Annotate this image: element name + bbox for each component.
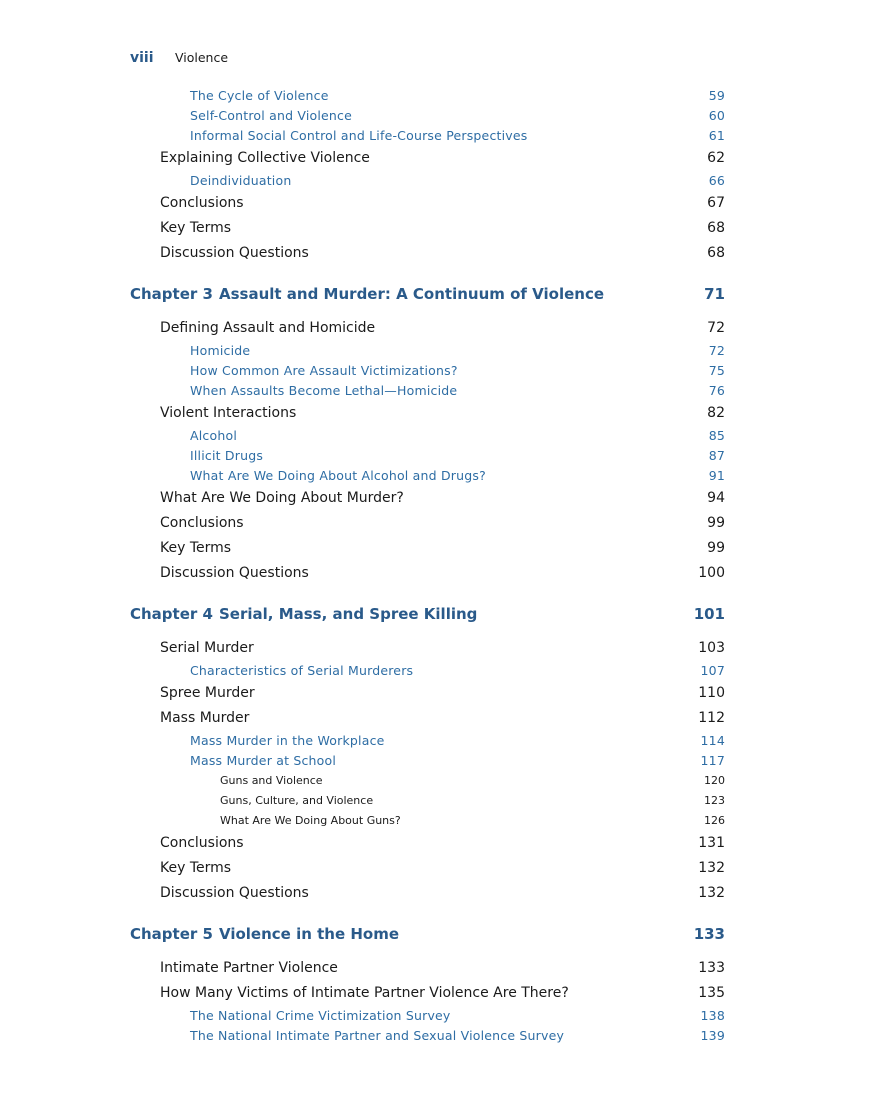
entry-title: Mass Murder	[160, 710, 250, 726]
chapter-number: Chapter 4	[130, 605, 213, 623]
toc-subsection[interactable]	[130, 126, 725, 146]
entry-title: What Are We Doing About Guns?	[220, 814, 401, 827]
page-number: 71	[704, 285, 725, 303]
toc-section[interactable]	[130, 191, 725, 216]
entry-title: Violent Interactions	[160, 405, 297, 421]
entry-title: Conclusions	[160, 835, 244, 851]
entry-title: Alcohol	[190, 428, 237, 443]
entry-title: Mass Murder in the Workplace	[190, 733, 385, 748]
entry-title: When Assaults Become Lethal—Homicide	[190, 383, 458, 398]
toc-subsubsection[interactable]	[130, 791, 725, 811]
entry-title: Guns, Culture, and Violence	[220, 794, 374, 807]
toc-chapter-heading[interactable]	[130, 916, 725, 952]
toc-subsection[interactable]	[130, 1006, 725, 1026]
chapter-label	[130, 276, 604, 312]
page-number: 107	[700, 663, 725, 678]
toc-section[interactable]	[130, 486, 725, 511]
page-folio: viii	[130, 50, 154, 66]
entry-title: Illicit Drugs	[190, 448, 264, 463]
entry-title: Informal Social Control and Life-Course Perspectives	[190, 128, 528, 143]
page-number: 123	[704, 794, 725, 807]
table-of-contents	[130, 86, 725, 1046]
toc-subsection[interactable]	[130, 86, 725, 106]
entry-title: Characteristics of Serial Murderers	[190, 663, 414, 678]
chapter-title: Assault and Murder: A Continuum of Violence	[219, 285, 605, 303]
page-number: 135	[698, 985, 725, 1001]
chapter-number: Chapter 5	[130, 925, 213, 943]
toc-section[interactable]	[130, 401, 725, 426]
toc-subsection[interactable]	[130, 751, 725, 771]
page-number: 85	[708, 428, 725, 443]
toc-subsection[interactable]	[130, 446, 725, 466]
toc-subsection[interactable]	[130, 466, 725, 486]
toc-section[interactable]	[130, 216, 725, 241]
entry-title: Spree Murder	[160, 685, 255, 701]
entry-title: The Cycle of Violence	[190, 88, 329, 103]
toc-subsection[interactable]	[130, 106, 725, 126]
toc-section[interactable]	[130, 681, 725, 706]
page-number: 112	[698, 710, 725, 726]
page-number: 82	[707, 405, 725, 421]
entry-title: The National Intimate Partner and Sexual Violence Survey	[190, 1028, 565, 1043]
entry-title: Conclusions	[160, 515, 244, 531]
entry-title: Explaining Collective Violence	[160, 150, 370, 166]
page-number: 101	[693, 605, 725, 623]
toc-section[interactable]	[130, 706, 725, 731]
running-head	[130, 50, 228, 66]
toc-subsection[interactable]	[130, 426, 725, 446]
page-number: 61	[708, 128, 725, 143]
toc-section[interactable]	[130, 636, 725, 661]
chapter-number: Chapter 3	[130, 285, 213, 303]
page-number: 103	[698, 640, 725, 656]
page-number: 67	[707, 195, 725, 211]
page-number: 126	[704, 814, 725, 827]
page-number: 131	[698, 835, 725, 851]
page-number: 120	[704, 774, 725, 787]
entry-title: Discussion Questions	[160, 885, 309, 901]
page-number: 139	[700, 1028, 725, 1043]
entry-title: Defining Assault and Homicide	[160, 320, 376, 336]
page-number: 133	[698, 960, 725, 976]
page-number: 100	[698, 565, 725, 581]
entry-title: Conclusions	[160, 195, 244, 211]
entry-title: Self-Control and Violence	[190, 108, 353, 123]
entry-title: Homicide	[190, 343, 251, 358]
page-number: 99	[707, 515, 725, 531]
toc-section[interactable]	[130, 831, 725, 856]
entry-title: Key Terms	[160, 540, 232, 556]
entry-title: The National Crime Victimization Survey	[190, 1008, 451, 1023]
toc-subsection[interactable]	[130, 1026, 725, 1046]
toc-section[interactable]	[130, 241, 725, 266]
page-number: 87	[708, 448, 725, 463]
toc-section[interactable]	[130, 536, 725, 561]
page-number: 133	[693, 925, 725, 943]
entry-title: How Many Victims of Intimate Partner Violence Are There?	[160, 985, 569, 1001]
page-number: 132	[698, 860, 725, 876]
toc-section[interactable]	[130, 146, 725, 171]
page-number: 66	[708, 173, 725, 188]
toc-subsection[interactable]	[130, 361, 725, 381]
page-number: 110	[698, 685, 725, 701]
page-number: 114	[700, 733, 725, 748]
toc-subsection[interactable]	[130, 381, 725, 401]
entry-title: Deindividuation	[190, 173, 292, 188]
page-number: 72	[708, 343, 725, 358]
entry-title: Intimate Partner Violence	[160, 960, 338, 976]
toc-section[interactable]	[130, 956, 725, 981]
entry-title: Mass Murder at School	[190, 753, 337, 768]
toc-subsection[interactable]	[130, 171, 725, 191]
toc-section[interactable]	[130, 511, 725, 536]
page-number: 138	[700, 1008, 725, 1023]
chapter-title: Violence in the Home	[219, 925, 400, 943]
toc-subsubsection[interactable]	[130, 811, 725, 831]
toc-subsection[interactable]	[130, 731, 725, 751]
chapter-label	[130, 916, 399, 952]
page-number: 132	[698, 885, 725, 901]
entry-title: Serial Murder	[160, 640, 254, 656]
entry-title: Guns and Violence	[220, 774, 323, 787]
page-number: 91	[708, 468, 725, 483]
entry-title: Key Terms	[160, 220, 232, 236]
page-number: 68	[707, 245, 725, 261]
page-number: 60	[708, 108, 725, 123]
toc-subsubsection[interactable]	[130, 771, 725, 791]
entry-title: Discussion Questions	[160, 565, 309, 581]
entry-title: Discussion Questions	[160, 245, 309, 261]
page-number: 99	[707, 540, 725, 556]
toc-section[interactable]	[130, 316, 725, 341]
entry-title: What Are We Doing About Alcohol and Drugs?	[190, 468, 486, 483]
entry-title: Key Terms	[160, 860, 232, 876]
toc-chapter-heading[interactable]	[130, 276, 725, 312]
toc-section[interactable]	[130, 856, 725, 881]
chapter-label	[130, 596, 477, 632]
page-number: 72	[707, 320, 725, 336]
page-number: 76	[708, 383, 725, 398]
toc-section[interactable]	[130, 981, 725, 1006]
toc-chapter-heading[interactable]	[130, 596, 725, 632]
toc-section[interactable]	[130, 561, 725, 586]
page-number: 59	[708, 88, 725, 103]
page-number: 75	[708, 363, 725, 378]
page-number: 62	[707, 150, 725, 166]
toc-subsection[interactable]	[130, 661, 725, 681]
running-head-title: Violence	[175, 50, 229, 65]
entry-title: What Are We Doing About Murder?	[160, 490, 404, 506]
toc-subsection[interactable]	[130, 341, 725, 361]
page-number: 117	[700, 753, 725, 768]
toc-section[interactable]	[130, 881, 725, 906]
page-number: 68	[707, 220, 725, 236]
page-number: 94	[707, 490, 725, 506]
chapter-title: Serial, Mass, and Spree Killing	[219, 605, 478, 623]
entry-title: How Common Are Assault Victimizations?	[190, 363, 458, 378]
